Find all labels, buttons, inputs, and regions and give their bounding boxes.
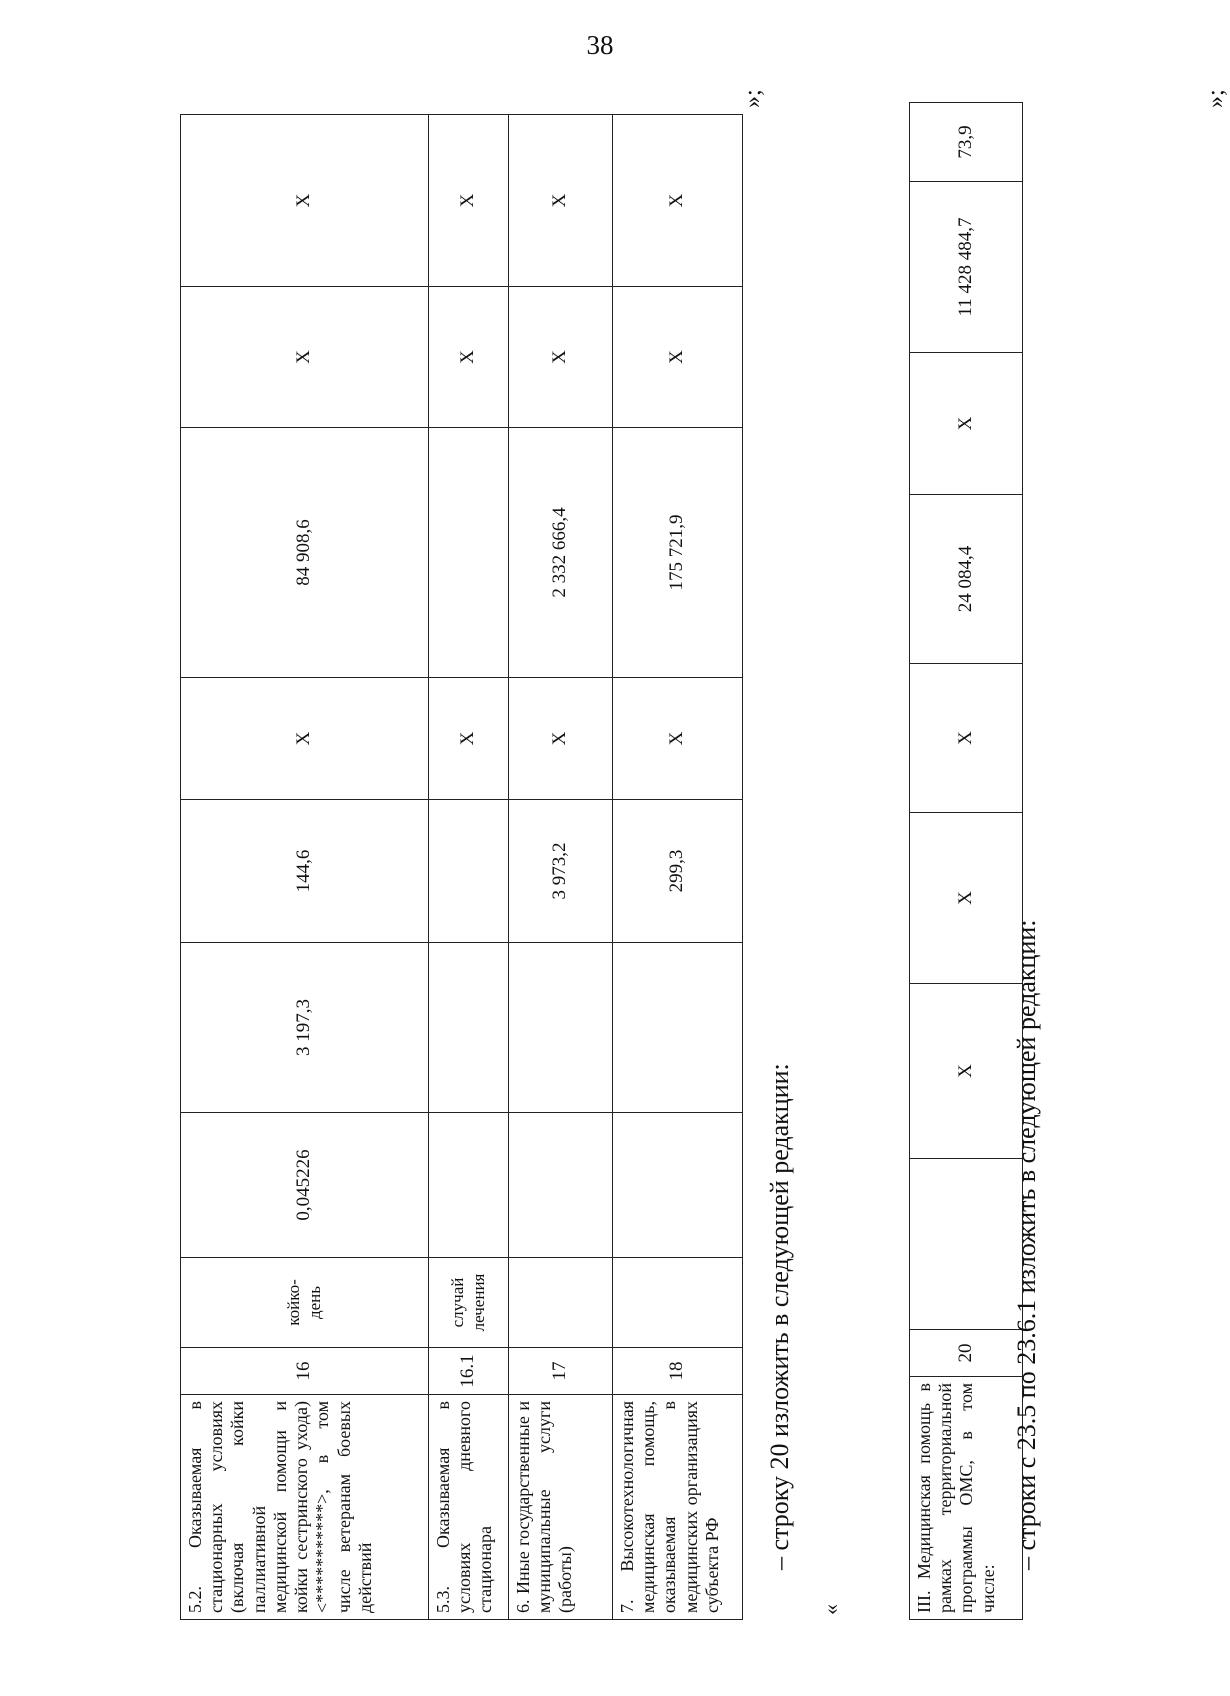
cell-value (613, 1113, 743, 1258)
row-number: 20 (910, 1330, 1023, 1377)
cell-value (613, 943, 743, 1113)
cell-value: X (613, 115, 743, 287)
cell-value: X (429, 287, 509, 428)
cell-value: X (429, 678, 509, 800)
cell-value: 3 197,3 (181, 943, 429, 1113)
cell-value (509, 1113, 613, 1258)
cell-value: X (613, 287, 743, 428)
closing-quote: »; (1203, 89, 1229, 108)
row-number: 16.1 (429, 1348, 509, 1395)
cell-value: 3 973,2 (509, 800, 613, 943)
cell-value: X (910, 813, 1023, 984)
table-row (509, 115, 613, 1620)
cell-value: X (181, 678, 429, 800)
cell-value: X (910, 984, 1023, 1159)
cell-value (429, 428, 509, 678)
table-row (613, 115, 743, 1620)
row-name: 6. Иные государственные и муниципальные услуги (работы) (509, 1395, 613, 1620)
cell-value: X (181, 287, 429, 428)
cell-value (429, 1113, 509, 1258)
data-table-main (180, 114, 743, 1620)
cell-value: 24 084,4 (910, 495, 1023, 664)
table-row (181, 115, 429, 1620)
cell-value: X (509, 287, 613, 428)
cell-value: X (613, 678, 743, 800)
table-row (429, 115, 509, 1620)
cell-value: 84 908,6 (181, 428, 429, 678)
rotated-content (180, 89, 1229, 1620)
row-unit (613, 1258, 743, 1348)
cell-value: X (910, 353, 1023, 495)
row-name: 7. Высокотехнологичная медицинская помощь, оказываемая в медицинских организациях субъекта РФ (613, 1395, 743, 1620)
row-number: 17 (509, 1348, 613, 1395)
cell-value: 175 721,9 (613, 428, 743, 678)
cell-value: 299,3 (613, 800, 743, 943)
cell-value: 73,9 (910, 103, 1023, 182)
row-number: 18 (613, 1348, 743, 1395)
cell-value: 0,045226 (181, 1113, 429, 1258)
cell-value: 2 332 666,4 (509, 428, 613, 678)
cell-value (429, 943, 509, 1113)
cell-value: X (181, 115, 429, 287)
row-unit (910, 1159, 1023, 1330)
row-name: III. Медицинская помощь в рамках территориальной программы ОМС, в том числе: (910, 1377, 1023, 1620)
row-unit (509, 1258, 613, 1348)
cell-value: X (509, 115, 613, 287)
row-name: 5.2. Оказываемая в стационарных условиях (включая койки паллиативной медицинской помощи и койки сестринского ухода) <***********>, в том числе ветеранам боевых действий (181, 1395, 429, 1620)
instruction-text: – строку 20 изложить в следующей редакции: (765, 1063, 794, 1570)
opening-quote: « (818, 1604, 843, 1615)
page-number: 38 (586, 30, 614, 60)
row-name: 5.3. Оказываемая в условиях дневного стационара (429, 1395, 509, 1620)
row-unit: случай лечения (429, 1258, 509, 1348)
data-table-row20 (909, 102, 1023, 1620)
row-number: 16 (181, 1348, 429, 1395)
cell-value (509, 943, 613, 1113)
instruction-text: – строки с 23.5 по 23.6.1 изложить в следующей редакции: (1012, 919, 1041, 1570)
table-row (910, 103, 1023, 1620)
closing-quote: »; (740, 89, 766, 108)
cell-value (429, 800, 509, 943)
cell-value: 144,6 (181, 800, 429, 943)
row-unit: койко-день (181, 1258, 429, 1348)
cell-value: 11 428 484,7 (910, 182, 1023, 353)
cell-value: X (509, 678, 613, 800)
cell-value: X (429, 115, 509, 287)
cell-value: X (910, 664, 1023, 813)
